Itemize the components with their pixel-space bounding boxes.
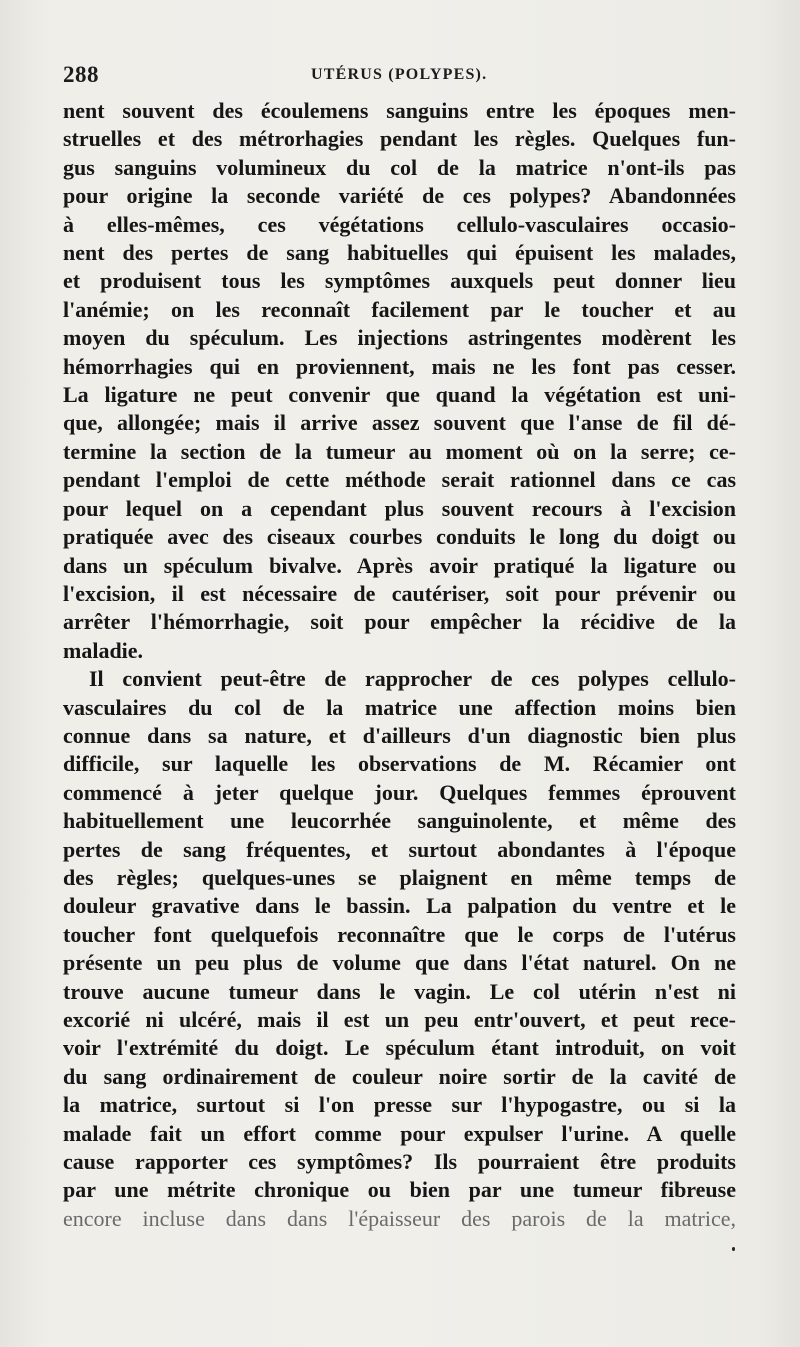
text-line: pendant l'emploi de cette méthode serait rationnel dans ce cas [63, 467, 736, 493]
text-line: pour lequel on a cependant plus souvent recours à l'excision [63, 495, 736, 521]
text-line: maladie. [63, 637, 144, 663]
text-line: douleur gravative dans le bassin. La palpation du ventre et le [63, 893, 736, 919]
text-line: l'anémie; on les reconnaît facilement par le toucher et au [63, 296, 736, 322]
page-header [63, 62, 735, 92]
text-line: nent des pertes de sang habituelles qui épuisent les malades, [63, 240, 736, 266]
text-line: nent souvent des écoulemens sanguins entre les époques men- [63, 98, 736, 123]
paragraph-1 [63, 97, 736, 665]
text-line: l'excision, il est nécessaire de cautériser, soit pour prévenir ou [63, 580, 736, 606]
text-line: toucher font quelquefois reconnaître que le corps de l'utérus [63, 921, 736, 947]
text-line: présente un peu plus de volume que dans l'état naturel. On ne [63, 950, 736, 976]
text-line: commencé à jeter quelque jour. Quelques femmes éprouvent [63, 779, 736, 805]
text-line: gus sanguins volumineux du col de la matrice n'ont-ils pas [63, 154, 736, 180]
text-line: encore incluse dans dans l'épaisseur des parois de la matrice, [63, 1205, 736, 1231]
running-head: UTÉRUS (POLYPES). [311, 66, 488, 83]
text-line: cause rapporter ces symptômes? Ils pourraient être produits [63, 1149, 736, 1175]
text-line: connue dans sa nature, et d'ailleurs d'un diagnostic bien plus [63, 722, 736, 748]
text-line: pertes de sang fréquentes, et surtout abondantes à l'époque [63, 836, 736, 862]
text-line: pour origine la seconde variété de ces polypes? Abandonnées [63, 183, 736, 209]
text-line: pratiquée avec des ciseaux courbes conduits le long du doigt ou [63, 524, 736, 550]
text-line: difficile, sur laquelle les observations de M. Récamier ont [63, 751, 736, 777]
text-line: à elles-mêmes, ces végétations cellulo-vasculaires occasio- [63, 211, 736, 237]
text-line: excorié ni ulcéré, mais il est un peu entr'ouvert, et peut rece- [63, 1007, 736, 1032]
text-line: des règles; quelques-unes se plaignent en même temps de [63, 864, 736, 890]
text-line: la matrice, surtout si l'on presse sur l'hypogastre, ou si la [63, 1092, 736, 1118]
body-text [63, 97, 736, 1233]
text-line: du sang ordinairement de couleur noire sortir de la cavité de [63, 1063, 736, 1089]
text-line: struelles et des métrorhagies pendant les règles. Quelques fun- [63, 126, 736, 152]
text-line: arrêter l'hémorrhagie, soit pour empêcher la récidive de la [63, 609, 736, 635]
text-line: et produisent tous les symptômes auxquels peut donner lieu [63, 268, 736, 294]
text-line: hémorrhagies qui en proviennent, mais ne les font pas cesser. [63, 353, 736, 379]
text-line: voir l'extrémité du doigt. Le spéculum étant introduit, on voit [63, 1035, 736, 1061]
text-line: que, allongée; mais il arrive assez souvent que l'anse de fil dé- [63, 410, 736, 436]
text-line: habituellement une leucorrhée sanguinolente, et même des [63, 808, 736, 834]
text-line: malade fait un effort comme pour expulser l'urine. A quelle [63, 1120, 736, 1146]
paragraph-2 [63, 665, 736, 1233]
text-line: par une métrite chronique ou bien par une tumeur fibreuse [63, 1177, 736, 1203]
ink-speck [732, 1247, 735, 1251]
text-line: dans un spéculum bivalve. Après avoir pratiqué la ligature ou [63, 552, 736, 578]
text-line: trouve aucune tumeur dans le vagin. Le col utérin n'est ni [63, 978, 736, 1004]
text-line: moyen du spéculum. Les injections astringentes modèrent les [63, 325, 736, 351]
page-number: 288 [63, 62, 99, 87]
text-line: termine la section de la tumeur au moment où on la serre; ce- [63, 438, 736, 464]
text-line: vasculaires du col de la matrice une affection moins bien [63, 694, 736, 720]
text-line: Il convient peut-être de rapprocher de ces polypes cellulo- [89, 666, 736, 692]
text-line: La ligature ne peut convenir que quand la végétation est uni- [63, 382, 736, 408]
